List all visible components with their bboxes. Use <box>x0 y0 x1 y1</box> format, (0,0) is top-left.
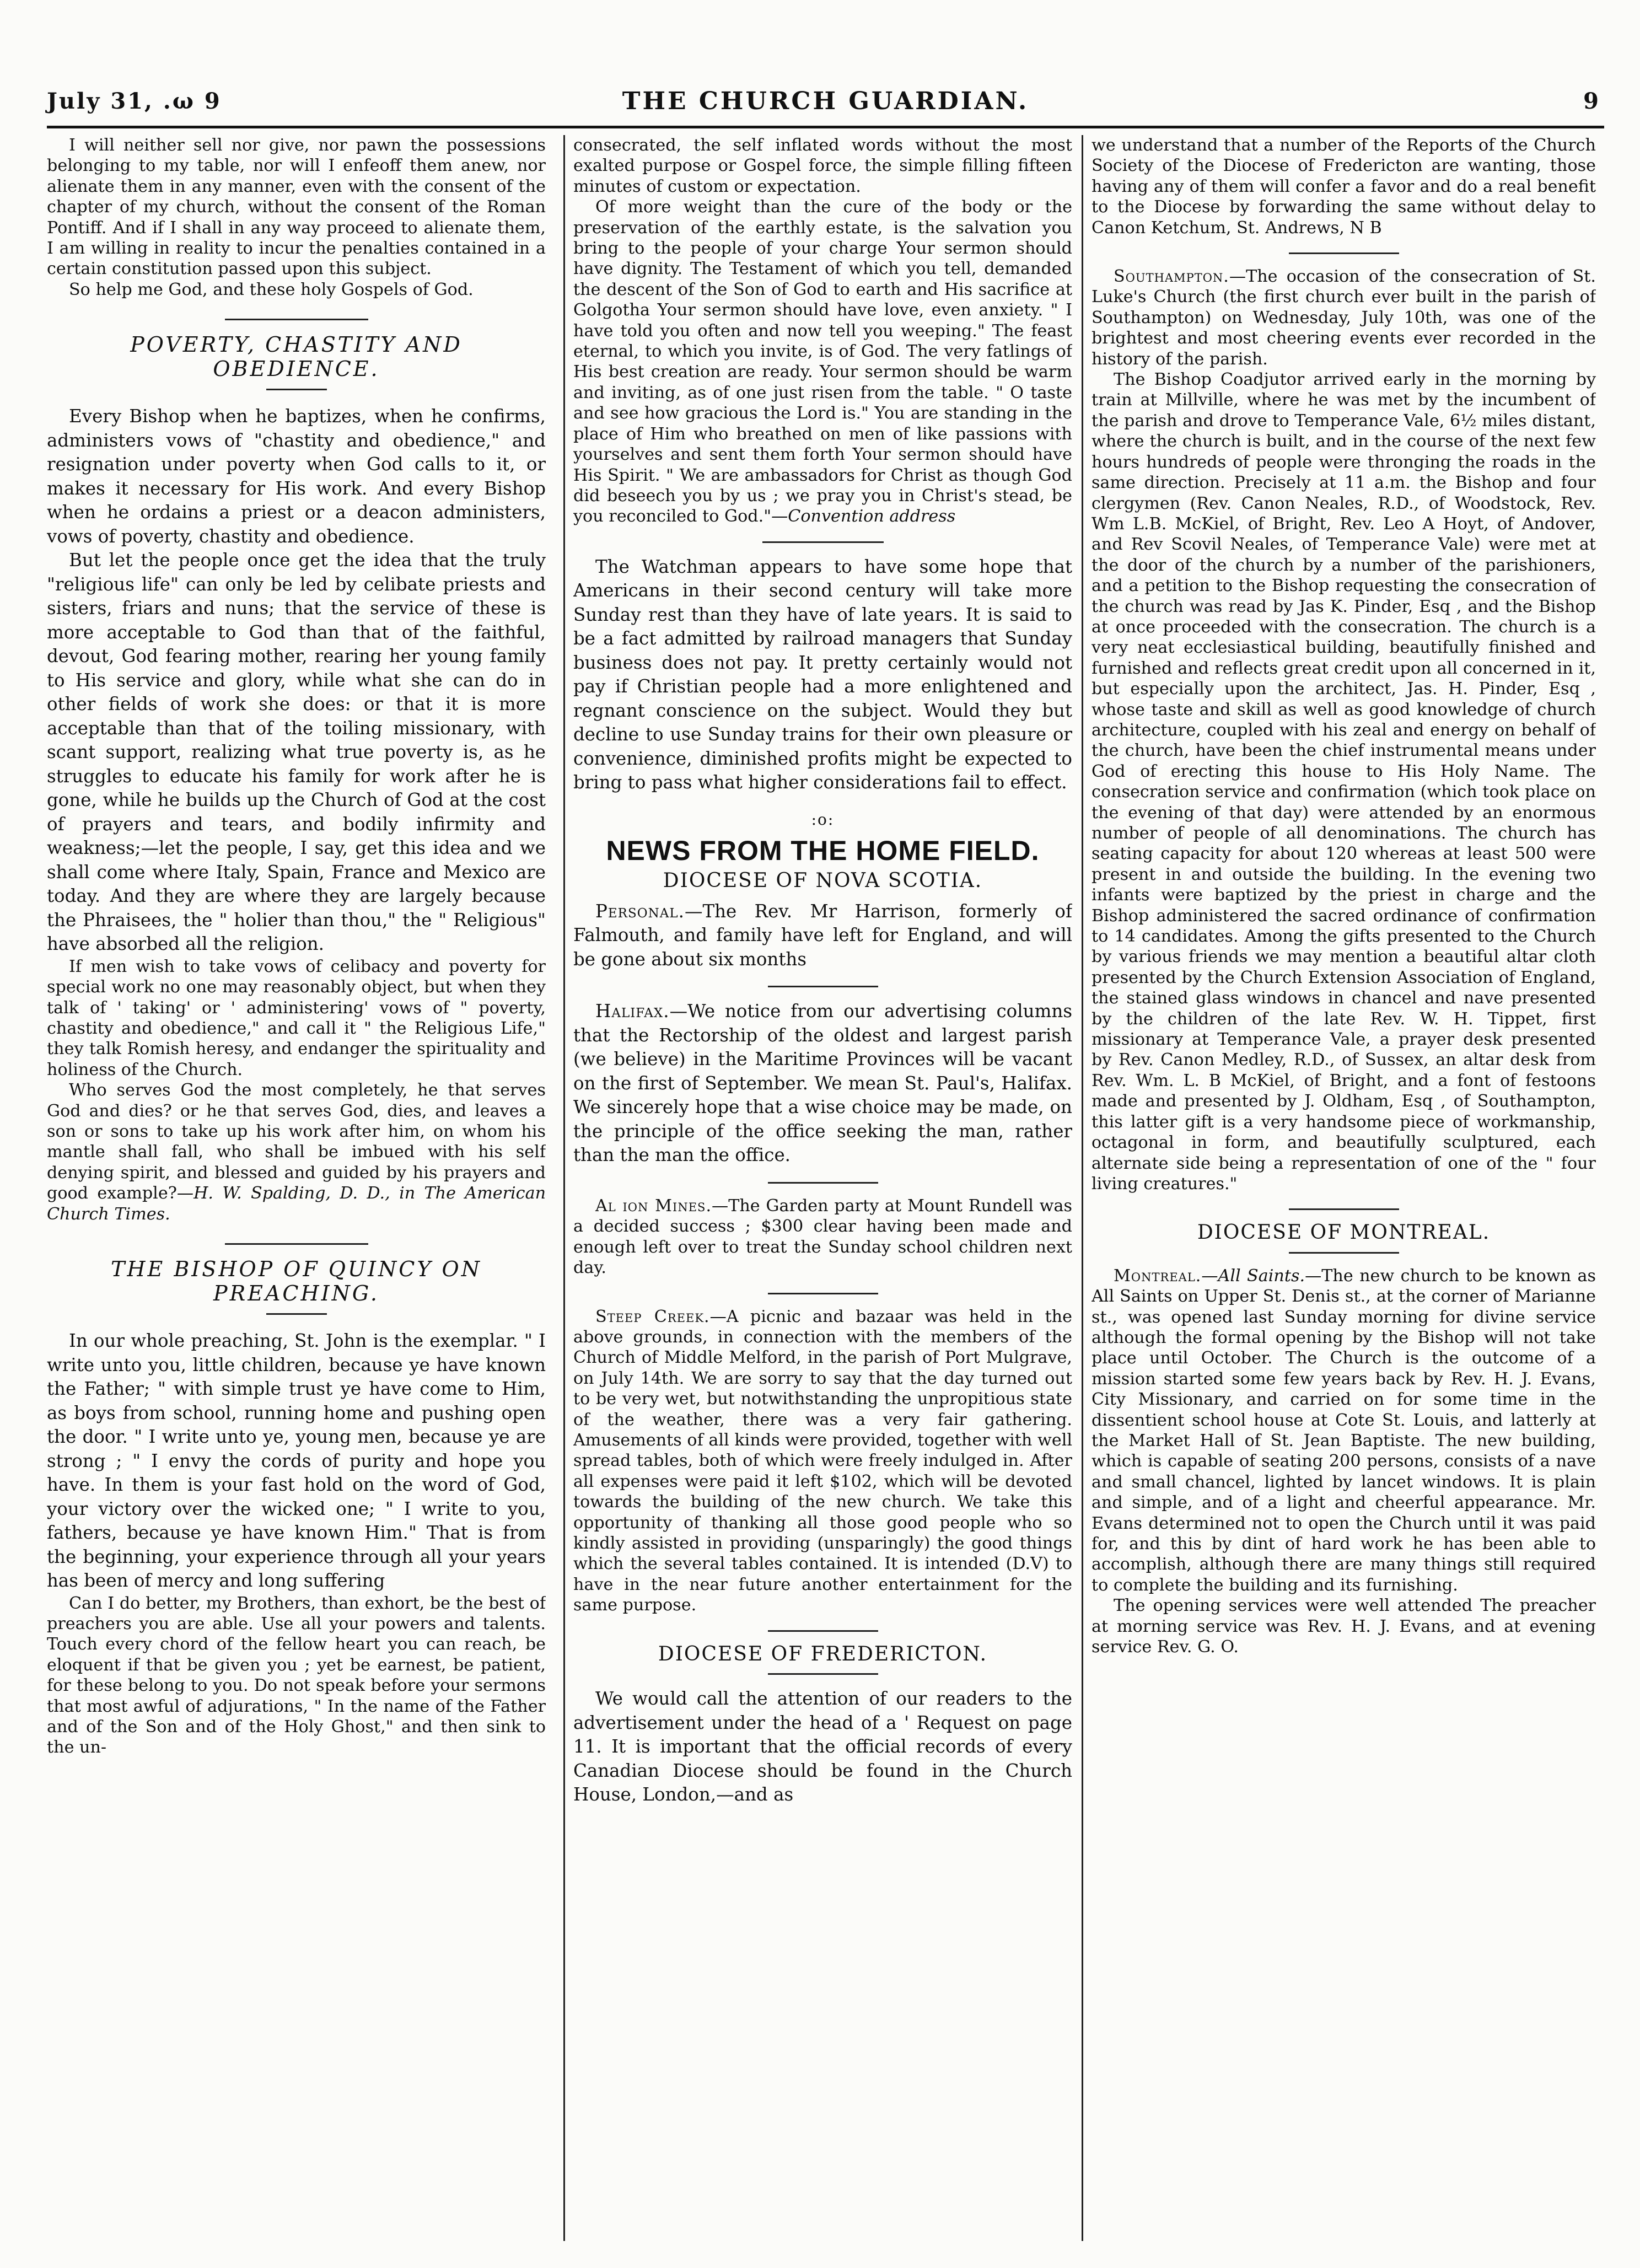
column-divider-2 <box>1082 135 1083 2241</box>
southampton-lead: Southampton. <box>1114 267 1229 287</box>
montreal-heading: DIOCESE OF MONTREAL. <box>1197 1221 1491 1244</box>
masthead <box>47 83 1604 121</box>
issue-date: July 31, .ω 9 <box>47 88 222 114</box>
poverty-paragraph-3: If men wish to take vows of celibacy and poverty for special work no one may reasonably object, but when they talk of ' taking' or ' administering' vows of " poverty, chastity and obedience," and call it " the Religious Life," they talk Romish heresy, and endanger the spirituality and holiness of the Church. <box>47 956 546 1079</box>
separator <box>1289 252 1399 254</box>
fredericton-heading: DIOCESE OF FREDERICTON. <box>658 1642 988 1665</box>
southampton-paragraph-1 <box>1091 266 1596 369</box>
halifax-paragraph <box>573 999 1072 1168</box>
separator <box>762 541 884 543</box>
separator <box>768 1293 878 1294</box>
separator <box>768 1630 878 1632</box>
separator <box>768 986 878 987</box>
quincy-paragraph-3: consecrated, the self inflated words without the most exalted purpose or Gospel force, the simple filling fifteen minutes of custom or expectation. <box>573 136 1072 196</box>
fredericton-paragraph: We would call the attention of our readers to the advertisement under the head of a ' Request on page 11. It is important that the official records of every Canadian Diocese should be found in the Church House, London,—and as <box>573 1688 1072 1805</box>
page-number: 9 <box>1583 88 1599 114</box>
quincy-paragraph-4-text: Of more weight than the cure of the body or the preservation of the earthly estate, is the salvation you bring to the people of your charge Your sermon should have dignity. The Testament of which you tell, demanded the descent of the Son of God to earth and His sacrifice at Golgotha Your sermon should have love, even anxiety. " I have told you often and now tell you weeping." The feast eternal, to which you invite, is of God. The very fatlings of His best creation are ready. Your sermon should be warm and inviting, as of one just risen from the table. " O taste and see how gracious the Lord is." You are standing in the place of Him who breathed on men of like passions with yourselves and sent them forth Your sermon should have His Spirit. " We are ambassadors for Christ as though God did beseech you by us ; we pray you in Christ's stead, be you reconciled to God." <box>573 197 1072 526</box>
poverty-attribution: —H. W. Spalding, D. D., in The American Church Times. <box>47 1184 546 1224</box>
separator <box>1289 1208 1399 1210</box>
separator <box>225 319 368 320</box>
poverty-paragraph-4-text: Who serves God the most completely, he that serves God and dies? or he that serves God, dies, and leaves a son or sons to take up his work after him, on whom his mantle shall fall, who shall be imbued with his self denying spirit, and blessed and guided by his prayers and good example? <box>47 1081 546 1203</box>
montreal-paragraph-2: The opening services were well attended The preacher at morning service was Rev. H. J. Evans, and at evening service Rev. G. O. <box>1091 1596 1596 1657</box>
separator <box>1289 1252 1399 1254</box>
short-rule <box>266 389 327 390</box>
steep-creek-paragraph <box>573 1307 1072 1616</box>
fredericton-continued: we understand that a number of the Reports of the Church Society of the Diocese of Fredericton are wanting, those having any of them will confer a favor and do a real benefit to the Diocese by forwarding the same without delay to Canon Ketchum, St. Andrews, N B <box>1091 136 1596 238</box>
poverty-heading: POVERTY, CHASTITY AND OBEDIENCE. <box>130 332 463 381</box>
albion-text: —The Garden party at Mount Rundell was a decided success ; $300 clear having been made and enough left over to treat the Sunday school children next day. <box>573 1196 1072 1278</box>
watchman-paragraph: The Watchman appears to have some hope that Americans in their second century will take more Sunday rest than they have of late years. It is said to be a fact admitted by railroad managers that Sunday business does not pay. It pretty certainly would not pay if Christian people had a more enlightened and regnant conscience on the subject. Would they but decline to use Sunday trains for their own pleasure or convenience, diminished profits might be expected to bring to pass what higher considerations fail to effect. <box>573 556 1072 793</box>
southampton-text: —The occasion of the consecration of St. Luke's Church (the first church ever built in the parish of Southampton) on Wednesday, July 10th, was one of the brightest and most cheering events ever recorded in the history of the parish. <box>1091 267 1596 369</box>
column-1 <box>47 135 546 2252</box>
news-heading: NEWS FROM THE HOME FIELD. <box>606 835 1040 867</box>
halifax-text: —We notice from our advertising columns that the Rectorship of the oldest and largest parish (we believe) in the Maritime Provinces will be vacant on the first of September. We mean St. Paul's, Halifax. We sincerely hope that a wise choice may be made, on the principle of the office seeking the man, rather than the man the office. <box>573 1001 1072 1166</box>
short-rule <box>266 1313 327 1315</box>
albion-lead: Al ion Mines. <box>595 1196 712 1216</box>
montreal-text: —The new church to be known as All Saints on Upper St. Denis st., at the corner of Marianne st., was opened last Sunday morning for divine service although the formal opening by the Bishop will not take place until October. The Church is the outcome of a mission started some few years back by Rev. H. J. Evans, City Missionary, and carried on for some time in the dissentient school house at Cote St. Louis, and latterly at the Market Hall of St. Jean Baptiste. The new building, which is capable of seating 200 persons, consists of a nave and small chancel, lighted by lancet windows. It is plain and simple, and of a light and cheerful appearance. Mr. Evans determined not to open the Church until it was paid for, and this by dint of hard work he has been able to accomplish, although there are many things still required to complete the building and its furnishing. <box>1091 1266 1596 1595</box>
albion-paragraph <box>573 1196 1072 1278</box>
quincy-heading: THE BISHOP OF QUINCY ON PREACHING. <box>111 1257 482 1306</box>
steep-creek-lead: Steep Creek. <box>595 1307 710 1326</box>
quincy-paragraph-2: Can I do better, my Brothers, than exhort, be the best of preachers you are able. Use all your powers and talents. Touch every chord of the fellow heart you can reach, be eloquent if that be given you ; yet be earnest, be patient, for these belong to you. Do not speak before your sermons that most awful of adjurations, " In the name of the Father and of the Son and of the Holy Ghost," and then sink to the un- <box>47 1593 546 1758</box>
newspaper-title: THE CHURCH GUARDIAN. <box>622 87 1029 115</box>
steep-creek-text: —A picnic and bazaar was held in the above grounds, in connection with the members of the Church of Middle Melford, in the parish of Port Mulgrave, on July 14th. We are sorry to say that the day turned out to be very wet, but notwithstanding the unpropitious state of the weather, there was a very fair gathering. Amusements of all kinds were provided, together with well spread tables, both of which were freely indulged in. After all expenses were paid it left $102, which will be devoted towards the building of the new church. We take this opportunity of thanking all those good people who so kindly assisted in providing (unsparingly) the good things which the several tables contained. It is intended (D.V) to have in the near future another entertainment for the same purpose. <box>573 1307 1072 1615</box>
poverty-paragraph-4 <box>47 1080 546 1224</box>
halifax-lead: Halifax. <box>595 1001 670 1022</box>
masthead-rule <box>47 126 1604 128</box>
personal-lead: Personal. <box>595 900 685 922</box>
quincy-attribution: —Convention address <box>771 507 956 526</box>
personal-paragraph <box>573 900 1072 972</box>
poverty-paragraph-1: Every Bishop when he baptizes, when he confirms, administers vows of "chastity and obedience," and resignation under poverty when God calls to it, or makes it necessary for His work. And every Bishop when he ordains a priest or a deacon administers, vows of poverty, chastity and obedience. <box>47 406 546 547</box>
section-divider: :o: <box>811 810 835 829</box>
separator <box>768 1673 878 1675</box>
column-2 <box>573 135 1072 2252</box>
montreal-lead: Montreal. <box>1114 1266 1202 1286</box>
oath-closing: So help me God, and these holy Gospels of God. <box>69 280 474 299</box>
quincy-paragraph-1: In our whole preaching, St. John is the exemplar. " I write unto you, little children, because ye have known the Father; " with simple trust ye have come to Him, as boys from school, running home and pushing open the door. " I write unto ye, young men, because ye are strong ; " I envy the cords of purity and hope you have. In them is your fast hold on the word of God, your victory over the wicked one; " I write to you, fathers, because ye have known Him." That is from the beginning, your experience through all your years has been of mercy and long suffering <box>47 1330 546 1592</box>
column-divider-1 <box>563 135 565 2241</box>
poverty-paragraph-2: But let the people once get the idea that the truly "religious life" can only be led by celibate priests and sisters, friars and nuns; that the service of these is more acceptable to God than that of the faithful, devout, God fearing mother, rearing her young family to His service and glory, while what she can do in other fields of work she does: or that it is more acceptable than that of the toiling missionary, with scant support, realizing what true poverty is, as he struggles to educate his family for work after he is gone, while he builds up the Church of God at the cost of prayers and tears, and bodily infirmity and weakness;—let the people, I say, get this idea and we shall come where Italy, Spain, France and Mexico are today. And they are where they are largely because the Phraisees, the " holier than thou," the " Religious" have absorbed all the religion. <box>47 550 546 955</box>
quincy-paragraph-4 <box>573 197 1072 527</box>
separator <box>225 1243 368 1245</box>
montreal-subtitle: —All Saints. <box>1201 1266 1305 1286</box>
personal-text: —The Rev. Mr Harrison, formerly of Falmouth, and family have left for England, and will be gone about six months <box>573 900 1072 970</box>
southampton-paragraph-2: The Bishop Coadjutor arrived early in the morning by train at Millville, where he was met by the incumbent of the parish and drove to Temperance Vale, 6½ miles distant, where the church is built, and in the course of the next few hours hundreds of people were thronging the roads in the same direction. Precisely at 11 a.m. the Bishop and four clergymen (Rev. Canon Neales, R.D., of Woodstock, Rev. Wm L.B. McKiel, of Bright, Rev. Leo A Hoyt, of Andover, and Rev Scovil Neales, of Temperance Vale) were met at the door of the church by a number of the parishioners, and a petition to the Bishop requesting the consecration of the church was read by Jas K. Pinder, Esq , and the Bishop at once proceeded with the consecration. The church is a very neat ecclesiastical building, beautifully finished and furnished and reflects great credit upon all concerned in it, but especially upon the architect, Jas. H. Pinder, Esq , whose taste and skill as well as good knowledge of church architecture, coupled with his zeal and energy on behalf of the church, have been the chief instrumental means under God of erecting this house to His Holy Name. The consecration service and confirmation (which took place on the evening of that day) were attended by an enormous number of people of all denominations. The church has seating capacity for about 120 whereas at least 500 were present in and outside the building. In the evening two infants were baptized by the priest in charge and the Bishop administered the sacred ordinance of confirmation to 14 candidates. Among the gifts presented to the Church by various friends we may mention a beautiful altar cloth presented by the Church Extension Association of England, the stained glass windows in chancel and nave presented by the children of the late Rev. W. H. Tippet, first missionary at Temperance Vale, a prayer desk presented by Rev. Canon Medley, R.D., of Sussex, an altar desk from Rev. Wm. L. B McKiel, of Bright, and a font of festoons made and presented by J. Oldham, Esq , of Southampton, this latter gift is a very handsome piece of workmanship, octagonal in form, and beautifully sculptured, each alternate side being a representation of one of the " four living creatures." <box>1091 370 1596 1194</box>
nova-scotia-heading: DIOCESE OF NOVA SCOTIA. <box>663 869 983 892</box>
separator <box>768 1182 878 1184</box>
column-3 <box>1091 135 1596 2252</box>
montreal-paragraph-1 <box>1091 1266 1596 1596</box>
oath-paragraph: I will neither sell nor give, nor pawn the possessions belonging to my table, nor will I enfeoff them anew, nor alienate them in any manner, even with the consent of the chapter of my church, without the consent of the Roman Pontiff. And if I shall in any way proceed to alienate them, I am willing in reality to incur the penalties contained in a certain constitution passed upon this subject. <box>47 136 546 279</box>
